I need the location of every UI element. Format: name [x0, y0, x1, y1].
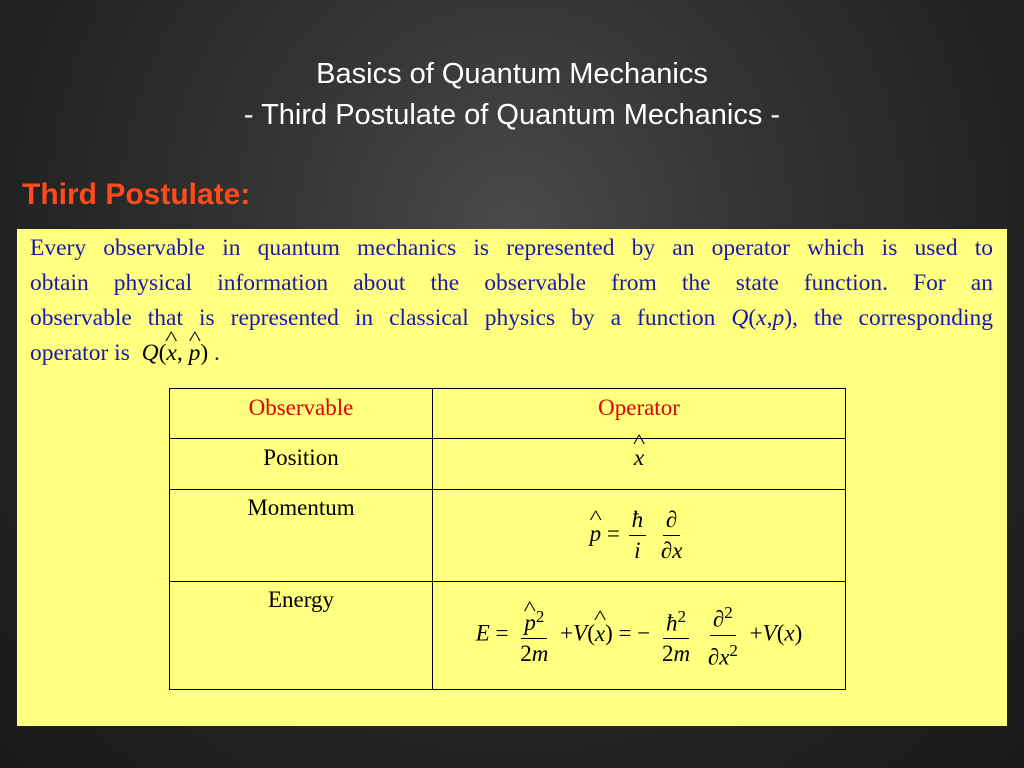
- postulate-paragraph: [30, 231, 993, 371]
- header-operator: Operator: [433, 389, 846, 439]
- function-args: (x,p): [748, 305, 793, 331]
- operator-table: [169, 388, 846, 690]
- paragraph-line-4: [30, 336, 993, 371]
- momentum-operator: ^ p = $\frac{ħ}{i}$ $\frac{\partial}{\partial x}$: [433, 490, 846, 582]
- section-heading: Third Postulate:: [22, 178, 251, 211]
- table-row: [170, 582, 846, 690]
- paragraph-line-1: Every observable in quantum mechanics is represented by an operator which is used to: [30, 235, 993, 261]
- slide-subtitle: - Third Postulate of Quantum Mechanics -: [243, 99, 781, 131]
- paragraph-line-4-text: operator is: [30, 340, 136, 366]
- operator-formula: Q(^ x, ^ p): [142, 340, 209, 366]
- table-header-row: [170, 389, 846, 439]
- paragraph-line-3-end: , the corresponding: [792, 305, 993, 331]
- content-panel: [17, 229, 1007, 726]
- paragraph-period: .: [214, 340, 220, 366]
- observable-energy: Energy: [170, 582, 433, 690]
- position-operator: ^ x: [433, 439, 846, 490]
- table-row: [170, 490, 846, 582]
- observable-momentum: Momentum: [170, 490, 433, 582]
- slide-title: Basics of Quantum Mechanics: [316, 58, 708, 90]
- paragraph-line-3-text: observable that is represented in classical physics by a function: [30, 305, 732, 331]
- observable-position: Position: [170, 439, 433, 490]
- table-row: [170, 439, 846, 490]
- paragraph-line-2: obtain physical information about the observable from the state function. For an: [30, 270, 993, 296]
- header-observable: Observable: [170, 389, 433, 439]
- function-q: Q: [731, 305, 749, 331]
- energy-operator: E = ^ $\frac{p^2}{2m}$ +V(^ x) = − $\frac{ħ^2}{2m}$ $\frac{\partial^2}{\partial x^2}$ +V(x): [433, 582, 846, 690]
